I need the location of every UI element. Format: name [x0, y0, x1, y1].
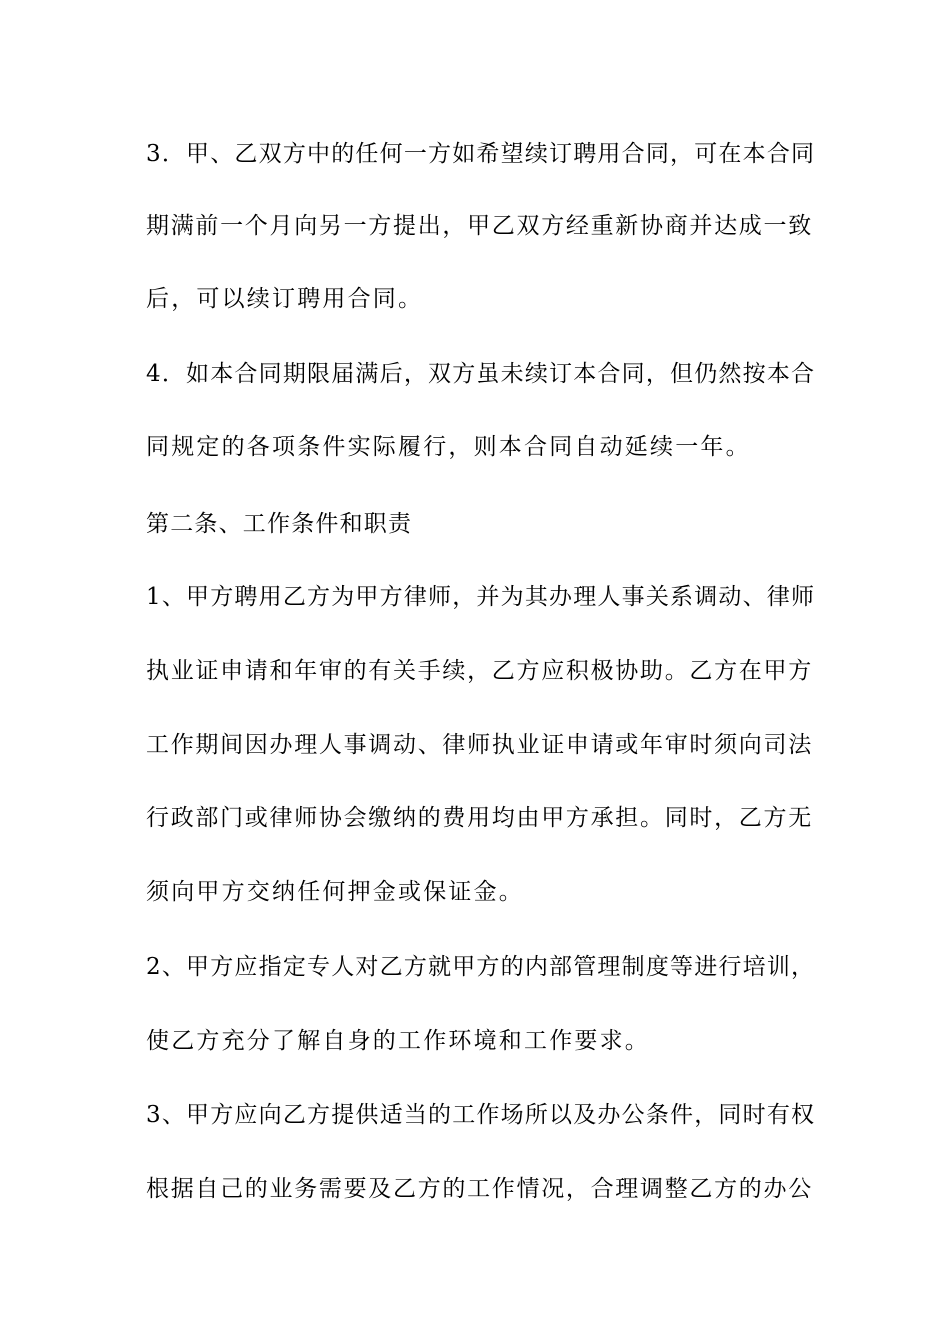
section-heading: 第二条、工作条件和职责	[146, 511, 413, 537]
text-line: 后，可以续订聘用合同。	[146, 286, 424, 312]
text-line: 须向甲方交纳任何押金或保证金。	[146, 879, 524, 905]
text-line: 工作期间因办理人事调动、律师执业证申请或年审时须向司法	[146, 732, 813, 758]
text-line: 行政部门或律师协会缴纳的费用均由甲方承担。同时，乙方无	[146, 805, 813, 831]
text-line: 根据自己的业务需要及乙方的工作情况，合理调整乙方的办公	[146, 1176, 813, 1202]
text-line: 3．甲、乙双方中的任何一方如希望续订聘用合同，可在本合同	[146, 141, 816, 167]
text-line: 1、甲方聘用乙方为甲方律师，并为其办理人事关系调动、律师	[146, 584, 816, 610]
text-line: 同规定的各项条件实际履行，则本合同自动延续一年。	[146, 434, 751, 460]
text-line: 4．如本合同期限届满后，双方虽未续订本合同，但仍然按本合	[146, 361, 816, 387]
text-line: 使乙方充分了解自身的工作环境和工作要求。	[146, 1028, 650, 1054]
text-line: 3、甲方应向乙方提供适当的工作场所以及办公条件，同时有权	[146, 1102, 816, 1128]
text-line: 执业证申请和年审的有关手续，乙方应积极协助。乙方在甲方	[146, 658, 813, 684]
text-line: 2、甲方应指定专人对乙方就甲方的内部管理制度等进行培训，	[146, 954, 816, 980]
text-line: 期满前一个月向另一方提出，甲乙双方经重新协商并达成一致	[146, 213, 813, 239]
